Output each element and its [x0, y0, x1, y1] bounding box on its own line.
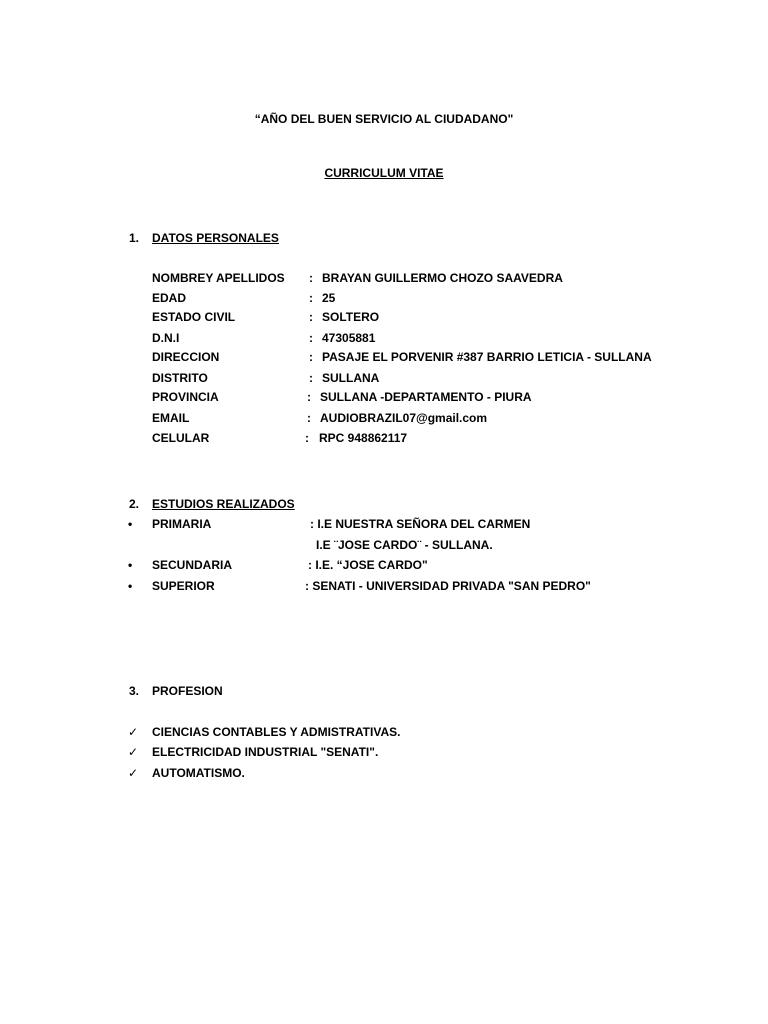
- field-separator: :: [309, 331, 313, 345]
- field-value: BRAYAN GUILLERMO CHOZO SAAVEDRA: [322, 271, 563, 285]
- section-title: PROFESION: [152, 684, 223, 698]
- field-label: PROVINCIA: [152, 390, 219, 404]
- section-title: DATOS PERSONALES: [152, 231, 279, 245]
- section-title: ESTUDIOS REALIZADOS: [152, 497, 295, 511]
- field-label: ESTADO CIVIL: [152, 310, 236, 324]
- field-value: 25: [322, 291, 336, 305]
- bullet-icon: •: [128, 558, 133, 572]
- field-label: EMAIL: [152, 411, 190, 425]
- profession-text: AUTOMATISMO.: [152, 766, 245, 780]
- field-value: SULLANA -DEPARTAMENTO - PIURA: [320, 390, 532, 404]
- section-number: 3.: [129, 684, 140, 698]
- bullet-icon: •: [128, 579, 133, 593]
- education-school: : I.E NUESTRA SEÑORA DEL CARMEN: [310, 517, 531, 531]
- document-title-text: CURRICULUM VITAE: [324, 166, 444, 180]
- section-number: 1.: [129, 231, 140, 245]
- checkmark-icon: ✓: [128, 745, 139, 759]
- field-value: AUDIOBRAZIL07@gmail.com: [320, 411, 488, 425]
- profession-text: CIENCIAS CONTABLES Y ADMISTRATIVAS.: [152, 725, 401, 739]
- profession-text: ELECTRICIDAD INDUSTRIAL "SENATI".: [152, 745, 379, 759]
- field-separator: :: [309, 371, 313, 385]
- field-label: CELULAR: [152, 431, 210, 445]
- education-level: SECUNDARIA: [152, 558, 233, 572]
- field-separator: :: [309, 271, 313, 285]
- bullet-icon: •: [128, 517, 133, 531]
- field-separator: :: [307, 390, 311, 404]
- field-value: 47305881: [322, 331, 376, 345]
- field-value: PASAJE EL PORVENIR #387 BARRIO LETICIA - SULLANA: [322, 350, 652, 364]
- section-number: 2.: [129, 497, 140, 511]
- field-value: SOLTERO: [322, 310, 380, 324]
- field-separator: :: [309, 350, 313, 364]
- field-label: D.N.I: [152, 331, 180, 345]
- field-separator: :: [307, 411, 311, 425]
- checkmark-icon: ✓: [128, 725, 139, 739]
- field-separator: :: [305, 431, 309, 445]
- education-school-secondary: I.E ¨JOSE CARDO¨ - SULLANA.: [316, 538, 493, 552]
- education-level: PRIMARIA: [152, 517, 212, 531]
- field-label: DIRECCION: [152, 350, 220, 364]
- education-school: : I.E. “JOSE CARDO": [308, 558, 428, 572]
- checkmark-icon: ✓: [128, 766, 139, 780]
- field-value: SULLANA: [322, 371, 380, 385]
- education-level: SUPERIOR: [152, 579, 215, 593]
- education-school: : SENATI - UNIVERSIDAD PRIVADA "SAN PEDRO": [305, 579, 591, 593]
- field-label: DISTRITO: [152, 371, 208, 385]
- field-label: NOMBREY APELLIDOS: [152, 271, 285, 285]
- document-title: [0, 165, 768, 181]
- year-motto: “AÑO DEL BUEN SERVICIO AL CIUDADANO": [254, 112, 514, 126]
- field-value: RPC 948862117: [319, 431, 408, 445]
- field-separator: :: [309, 291, 313, 305]
- field-separator: :: [309, 310, 313, 324]
- field-label: EDAD: [152, 291, 187, 305]
